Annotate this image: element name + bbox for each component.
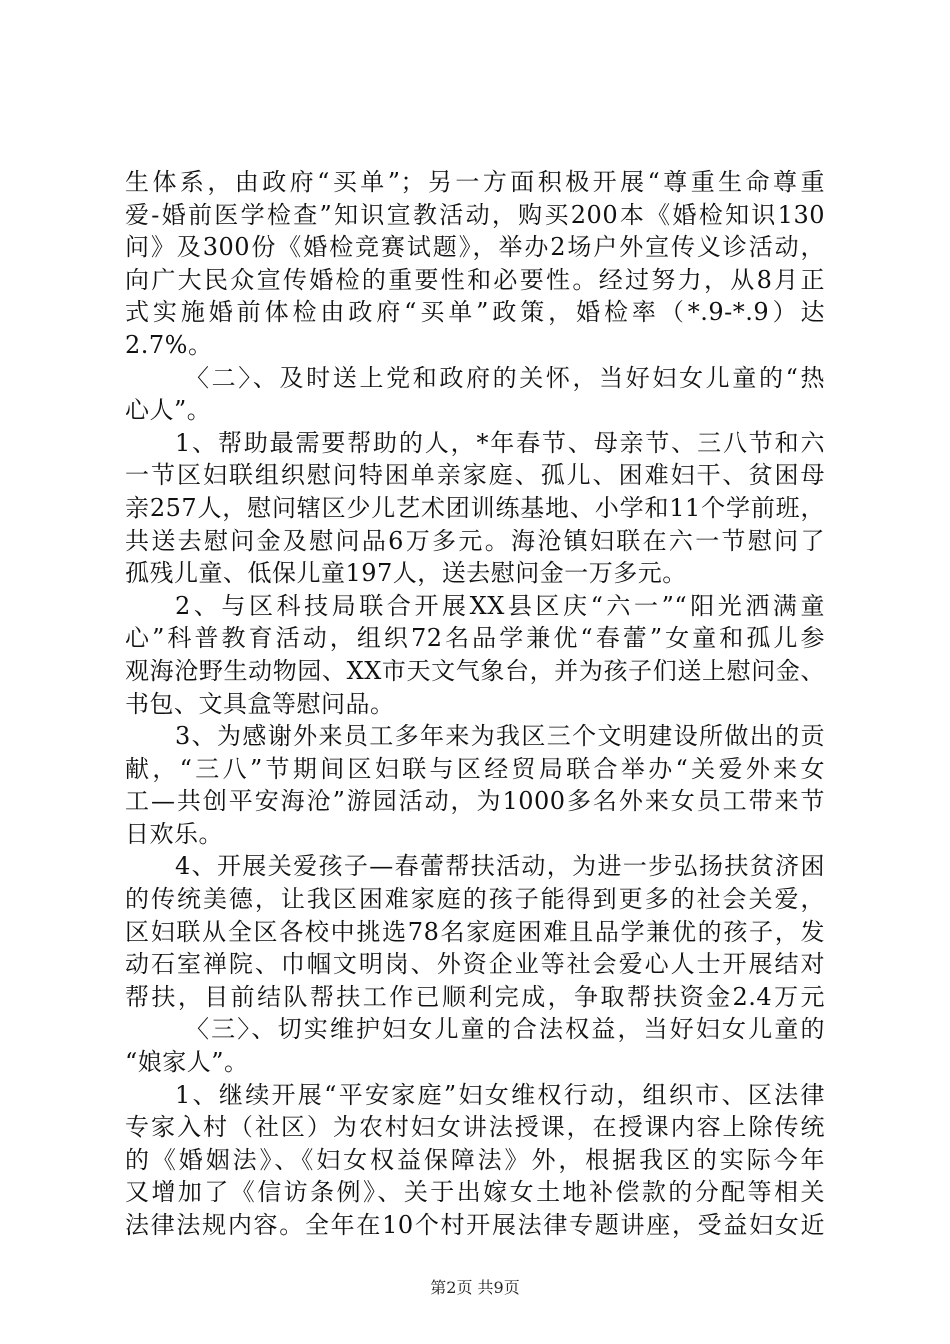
text-line: 一节区妇联组织慰问特困单亲家庭、孤儿、困难妇干、贫困母 — [125, 461, 825, 490]
text-line: 1、帮助最需要帮助的人，*年春节、母亲节、三八节和六 — [175, 428, 825, 457]
page-footer — [0, 1275, 950, 1298]
text-line: 孤残儿童、低保儿童197人，送去慰问金一万多元。 — [125, 559, 687, 588]
section-heading: 心人”。 — [125, 396, 212, 425]
text-line: 日欢乐。 — [125, 819, 223, 848]
text-line: 区妇联从全区各校中挑选78名家庭困难且品学兼优的孩子，发 — [125, 917, 825, 946]
text-line: 2、与区科技局联合开展XX县区庆“六一”“阳光洒满童 — [175, 591, 825, 620]
text-line: 心”科普教育活动，组织72名品学兼优“春蕾”女童和孤儿参 — [125, 624, 825, 653]
body-text — [125, 166, 825, 1242]
text-line: 生体系，由政府“买单”；另一方面积极开展“尊重生命尊重 — [125, 168, 825, 196]
text-line: 帮扶，目前结队帮扶工作已顺利完成，争取帮扶资金2.4万元 — [125, 982, 825, 1011]
section-heading: “娘家人”。 — [125, 1048, 249, 1077]
section-heading: 〈二〉、及时送上党和政府的关怀，当好妇女儿童的“热 — [185, 363, 825, 392]
text-line: 4、开展关爱孩子—春蕾帮扶活动，为进一步弘扬扶贫济困 — [175, 852, 825, 881]
text-line: 的《婚姻法》、《妇女权益保障法》外，根据我区的实际今年 — [125, 1145, 825, 1174]
text-line: 式实施婚前体检由政府“买单”政策，婚检率（*.9-*.9）达 — [125, 298, 825, 327]
text-line: 又增加了《信访条例》、关于出嫁女土地补偿款的分配等相关 — [125, 1178, 825, 1207]
text-line: 献，“三八”节期间区妇联与区经贸局联合举办“关爱外来女 — [125, 754, 825, 783]
text-line: 3、为感谢外来员工多年来为我区三个文明建设所做出的贡 — [175, 722, 825, 751]
page-number-label: 第2页 共9页 — [430, 1278, 520, 1297]
text-line: 共送去慰问金及慰问品6万多元。海沧镇妇联在六一节慰问了 — [125, 526, 825, 555]
text-line: 问》及300份《婚检竞赛试题》，举办2场户外宣传义诊活动， — [125, 233, 825, 262]
section-heading: 〈三〉、切实维护妇女儿童的合法权益，当好妇女儿童的 — [185, 1015, 825, 1044]
text-line: 2.7%。 — [125, 330, 213, 359]
text-line: 爱-婚前医学检查”知识宣教活动，购买200本《婚检知识130 — [125, 200, 825, 229]
text-line: 的传统美德，让我区困难家庭的孩子能得到更多的社会关爱， — [125, 885, 825, 914]
text-line: 观海沧野生动物园、XX市天文气象台，并为孩子们送上慰问金、 — [125, 656, 825, 685]
text-line: 动石室禅院、巾帼文明岗、外资企业等社会爱心人士开展结对 — [125, 950, 825, 979]
text-line: 书包、文具盒等慰问品。 — [125, 689, 395, 718]
text-line: 专家入村（社区）为农村妇女讲法授课，在授课内容上除传统 — [125, 1113, 825, 1142]
text-line: 工—共创平安海沧”游园活动，为1000多名外来女员工带来节 — [125, 787, 825, 816]
text-line: 法律法规内容。全年在10个村开展法律专题讲座，受益妇女近 — [125, 1211, 825, 1239]
text-line: 1、继续开展“平安家庭”妇女维权行动，组织市、区法律 — [175, 1080, 825, 1109]
text-line: 向广大民众宣传婚检的重要性和必要性。经过努力，从8月正 — [125, 265, 825, 294]
text-line: 亲257人，慰问辖区少儿艺术团训练基地、小学和11个学前班， — [125, 493, 825, 522]
